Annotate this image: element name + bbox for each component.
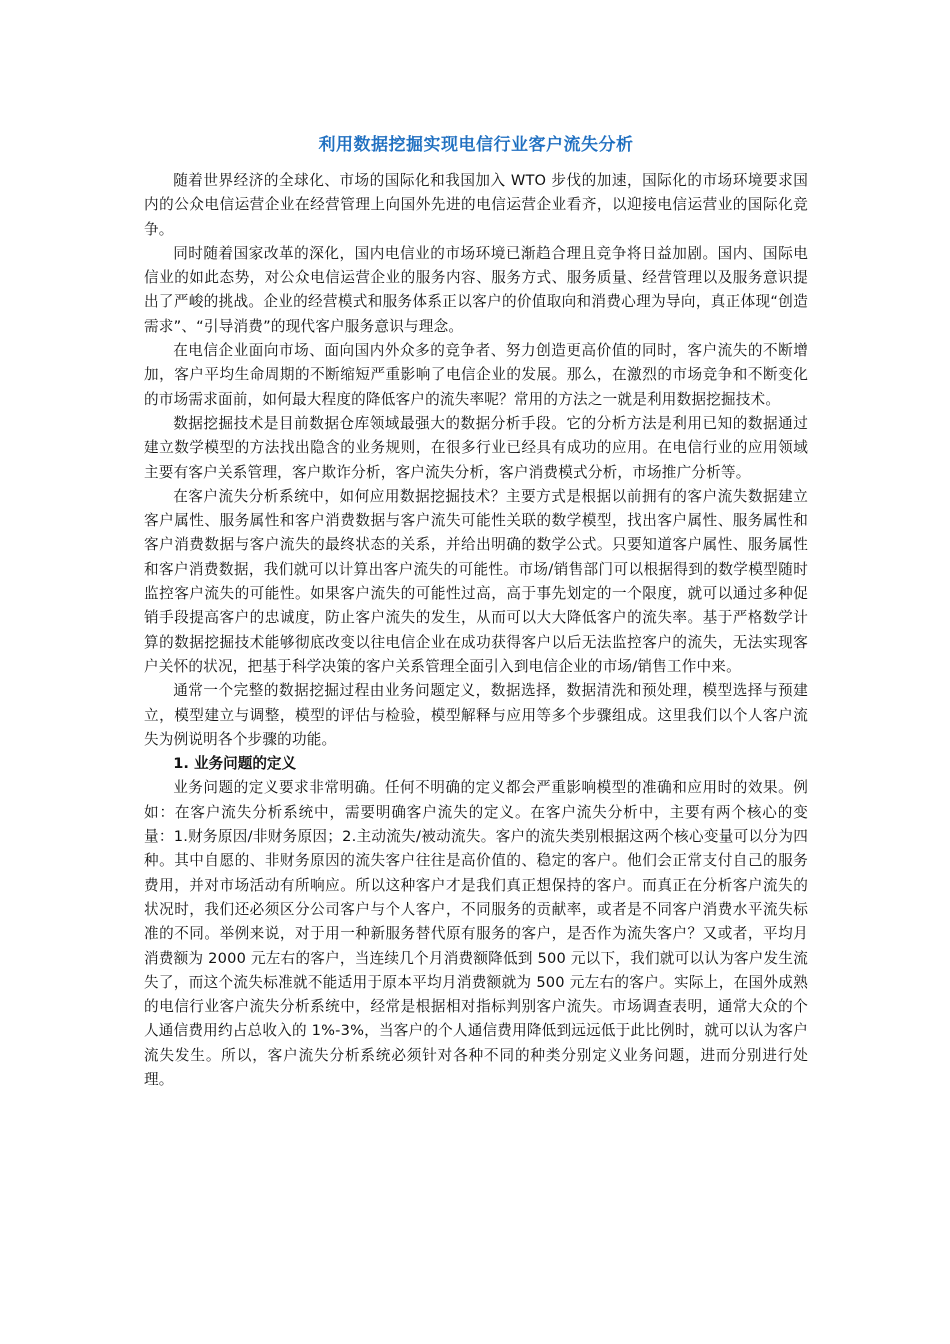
section-heading: 1. 业务问题的定义 [173, 755, 297, 773]
paragraph-reform: 同时随着国家改革的深化，国内电信业的市场环境已渐趋合理且竞争将日益加剧。国内、国际电信业的如此态势，对公众电信运营企业的服务内容、服务方式、服务质量、经营管理以及服务意识提出了严峻的挑战。企业的经营模式和服务体系正以客户的价值取向和消费心理为导向，真正体现“创造需求”、“引导消费”的现代客户服务意识与理念。 [144, 244, 808, 335]
paragraph-customer-churn: 在电信企业面向市场、面向国内外众多的竞争者、努力创造更高价值的同时，客户流失的不断增加，客户平均生命周期的不断缩短严重影响了电信企业的发展。那么，在激烈的市场竞争和不断变化的市场需求面前，如何最大程度的降低客户的流失率呢？常用的方法之一就是利用数据挖掘技术。 [144, 342, 808, 408]
document-body [144, 132, 808, 1092]
paragraph-business-definition: 业务问题的定义要求非常明确。任何不明确的定义都会严重影响模型的准确和应用时的效果。例如：在客户流失分析系统中，需要明确客户流失的定义。在客户流失分析中，主要有两个核心的变量：1.财务原因/非财务原因；2.主动流失/被动流失。客户的流失类别根据这两个核心变量可以分为四种。其中自愿的、非财务原因的流失客户往往是高价值的、稳定的客户。他们会正常支付自己的服务费用，并对市场活动有所响应。所以这种客户才是我们真正想保持的客户。而真正在分析客户流失的状况时，我们还必须区分公司客户与个人客户，不同服务的贡献率，或者是不同客户消费水平流失标准的不同。举例来说，对于用一种新服务替代原有服务的客户，是否作为流失客户？又或者，平均月消费额为 2000 元左右的客户，当连续几个月消费额降低到 500 元以下，我们就可以认为客户发生流失了，而这个流失标准就不能适用于原本平均月消费额就为 500 元左右的客户。实际上，在国外成熟的电信行业客户流失分析系统中，经常是根据相对指标判别客户流失。市场调查表明，通常大众的个人通信费用约占总收入的 1%-3%，当客户的个人通信费用降低到远远低于此比例时，就可以认为客户流失发生。所以，客户流失分析系统必须针对各种不同的种类分别定义业务问题，进而分别进行处理。 [144, 779, 808, 1088]
paragraph-churn-analysis-system: 在客户流失分析系统中，如何应用数据挖掘技术？主要方式是根据以前拥有的客户流失数据建立客户属性、服务属性和客户消费数据与客户流失可能性关联的数学模型，找出客户属性、服务属性和客户消费数据与客户流失的最终状态的关系，并给出明确的数学公式。只要知道客户属性、服务属性和客户消费数据，我们就可以计算出客户流失的可能性。市场/销售部门可以根据得到的数学模型随时监控客户流失的可能性。如果客户流失的可能性过高，高于事先划定的一个限度，就可以通过多种促销手段提高客户的忠诚度，防止客户流失的发生，从而可以大大降低客户的流失率。基于严格数学计算的数据挖掘技术能够彻底改变以往电信企业在成功获得客户以后无法监控客户的流失，无法实现客户关怀的状况，把基于科学决策的客户关系管理全面引入到电信企业的市场/销售工作中来。 [144, 487, 808, 675]
document-title: 利用数据挖掘实现电信行业客户流失分析 [318, 135, 634, 155]
paragraph-globalization: 随着世界经济的全球化、市场的国际化和我国加入 WTO 步伐的加速，国际化的市场环境要求国内的公众电信运营企业在经营管理上向国外先进的电信运营企业看齐，以迎接电信运营业的国际化竞争。 [144, 172, 808, 238]
paragraph-process-steps: 通常一个完整的数据挖掘过程由业务问题定义，数据选择，数据清洗和预处理，模型选择与预建立，模型建立与调整，模型的评估与检验，模型解释与应用等多个步骤组成。这里我们以个人客户流失为例说明各个步骤的功能。 [144, 682, 808, 748]
paragraph-data-mining: 数据挖掘技术是目前数据仓库领域最强大的数据分析手段。它的分析方法是利用已知的数据通过建立数学模型的方法找出隐含的业务规则，在很多行业已经具有成功的应用。在电信行业的应用领域主要有客户关系管理，客户欺诈分析，客户流失分析，客户消费模式分析，市场推广分析等。 [144, 414, 808, 481]
